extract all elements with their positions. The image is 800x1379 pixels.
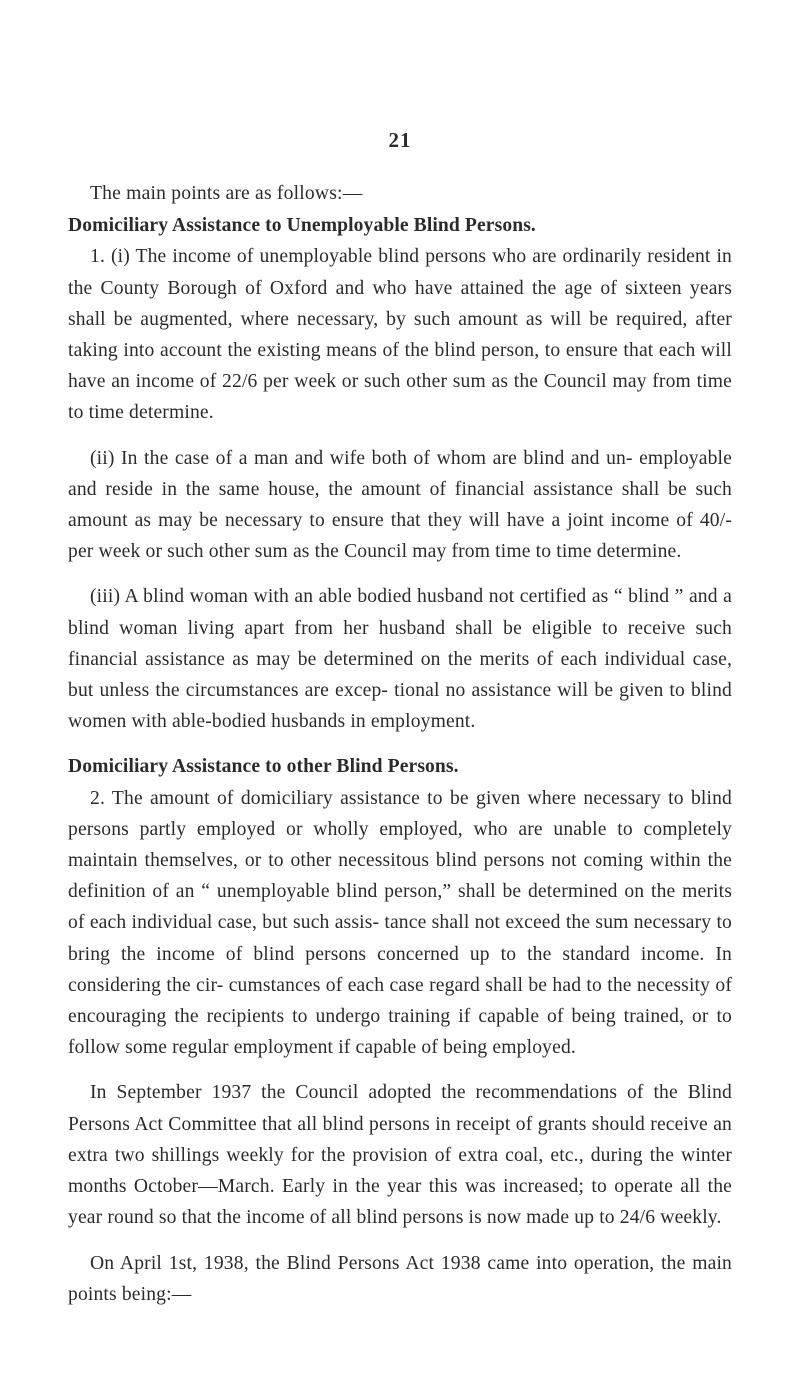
- paragraph-1-ii: (ii) In the case of a man and wife both of whom are blind and un- employable and reside in the same house, the amount of financial assistance shall be such amount as may be necessary to ensure that they will have a joint income of 40/- per week or such other sum as the Council may from time to time determine.: [68, 447, 732, 563]
- page-number: 21: [388, 128, 412, 152]
- document-body: [68, 178, 732, 1310]
- section-heading-other: Domiciliary Assistance to other Blind Persons.: [68, 756, 459, 778]
- paragraph-1-iii: (iii) A blind woman with an able bodied husband not certified as “ blind ” and a blind woman living apart from her husband shall be eligible to receive such financial assistance as may be determined on the merits of each individual case, but unless the circumstances are excep- tional no assistance will be given to blind women with able-bodied husbands in employment.: [68, 586, 732, 733]
- section-heading-unemployable: Domiciliary Assistance to Unemployable Blind Persons.: [68, 215, 536, 237]
- paragraph-2: 2. The amount of domiciliary assistance to be given where necessary to blind persons partly employed or wholly employed, who are unable to completely maintain themselves, or to other necessitous blind persons not coming within the definition of an “ unemployable blind person,” shall be determined on the merits of each individual case, but such assis- tance shall not exceed the sum necessary to bring the income of blind persons concerned up to the standard income. In considering the cir- cumstances of each case regard shall be had to the necessity of encouraging the recipients to undergo training if capable of being trained, or to follow some regular employment if capable of being employed.: [68, 787, 732, 1059]
- paragraph-september-1937: In September 1937 the Council adopted the recommendations of the Blind Persons Act Committee that all blind persons in receipt of grants should receive an extra two shillings weekly for the provision of extra coal, etc., during the winter months October—March. Early in the year this was increased; to operate all the year round so that the income of all blind persons is now made up to 24/6 weekly.: [68, 1082, 732, 1229]
- paragraph-april-1938: On April 1st, 1938, the Blind Persons Act 1938 came into operation, the main points being:—: [68, 1252, 732, 1305]
- intro-line: The main points are as follows:—: [90, 183, 363, 204]
- paragraph-1-i: 1. (i) The income of unemployable blind persons who are ordinarily resident in the County Borough of Oxford and who have attained the age of sixteen years shall be augmented, where necessary, by such amount as will be required, after taking into account the existing means of the blind person, to ensure that each will have an income of 22/6 per week or such other sum as the Council may from time to time determine.: [68, 246, 732, 424]
